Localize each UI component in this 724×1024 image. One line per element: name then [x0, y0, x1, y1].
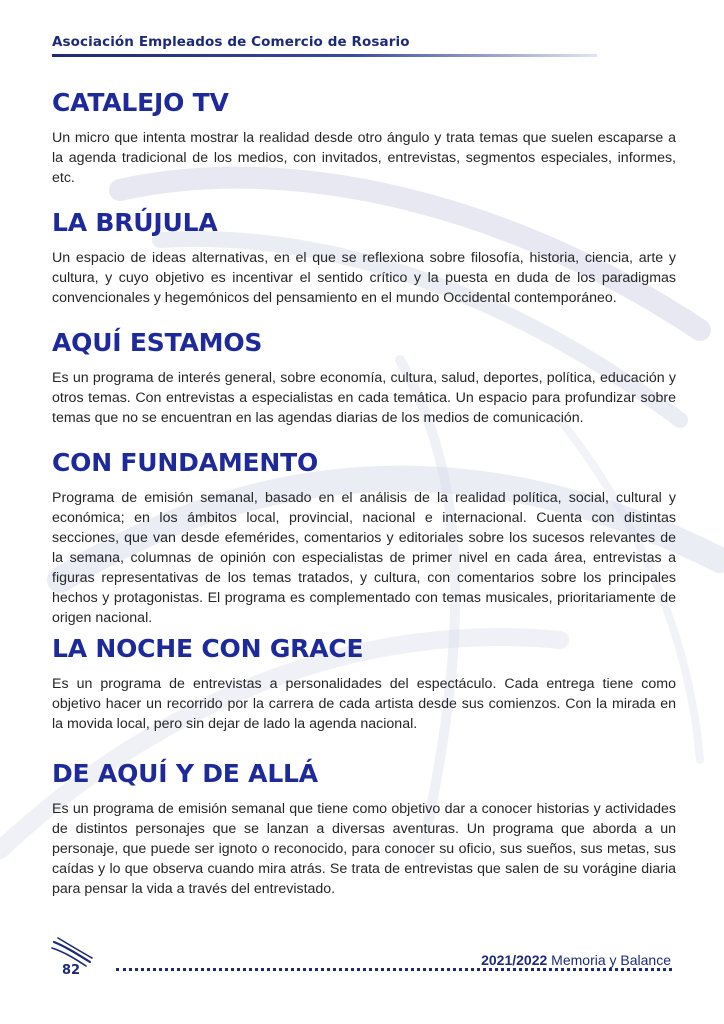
section-catalejo-tv — [52, 88, 676, 208]
page-header — [52, 34, 612, 57]
section-la-noche-con-grace — [52, 634, 676, 759]
section-con-fundamento — [52, 448, 676, 634]
footer-year: 2021/2022 — [481, 952, 548, 968]
header-rule — [52, 54, 597, 57]
section-title: AQUÍ ESTAMOS — [52, 328, 263, 357]
section-body: Un espacio de ideas alternativas, en el que se reflexiona sobre filosofía, historia, ciencia, arte y cultura, y cuyo objetivo es incentivar el sentido crítico y la puesta en duda de los paradigmas convencionales y hegemónicos del pensamiento en el mundo Occidental contemporáneo. — [52, 250, 676, 306]
section-body: Un micro que intenta mostrar la realidad desde otro ángulo y trata temas que suelen escaparse a la agenda tradicional de los medios, con invitados, entrevistas, segmentos especiales, informes, etc. — [52, 130, 676, 186]
section-title: CON FUNDAMENTO — [52, 448, 319, 477]
header-title: Asociación Empleados de Comercio de Rosario — [52, 34, 410, 50]
section-de-aqui-y-de-alla — [52, 759, 676, 899]
section-title: LA BRÚJULA — [52, 208, 218, 237]
footer-dotted-rule — [116, 968, 672, 971]
section-la-brujula — [52, 208, 676, 328]
page-footer — [0, 930, 724, 990]
section-body: Es un programa de emisión semanal que tiene como objetivo dar a conocer historias y actividades de distintos personajes que se lanzan a diversas aventuras. Un programa que aborda a un personaje, que puede ser ignoto o reconocido, para conocer su oficio, sus sueños, sus metas, sus caídas y lo que observa cuando mira atrás. Se trata de entrevistas que salen de su vorágine diaria para pensar la vida a través del entrevistado. — [52, 801, 676, 897]
section-title: DE AQUÍ Y DE ALLÁ — [52, 759, 318, 788]
section-title: CATALEJO TV — [52, 88, 229, 117]
section-aqui-estamos — [52, 328, 676, 448]
footer-title: Memoria y Balance — [551, 952, 671, 968]
page-number: 82 — [62, 963, 81, 978]
main-content — [52, 88, 676, 899]
footer-label — [481, 952, 671, 968]
section-body: Es un programa de interés general, sobre economía, cultura, salud, deportes, política, educación y otros temas. Con entrevistas a especialistas en cada temática. Un espacio para profundizar sobre temas que no se encuentran en las agendas diarias de los medios de comunicación. — [52, 370, 676, 426]
section-body: Es un programa de entrevistas a personalidades del espectáculo. Cada entrega tiene como objetivo hacer un recorrido por la carrera de cada artista desde sus comienzos. Con la mirada en la movida local, pero sin dejar de lado la agenda nacional. — [52, 676, 676, 732]
section-body: Programa de emisión semanal, basado en el análisis de la realidad política, social, cultural y económica; en los ámbitos local, provincial, nacional e internacional. Cuenta con distintas secciones, que van desde efemérides, comentarios y editoriales sobre los sucesos relevantes de la semana, columnas de opinión con especialistas de primer nivel en cada área, entrevistas a figuras representativas de los temas tratados, y cultura, con comentarios sobre los principales hechos y protagonistas. El programa es complementado con temas musicales, prioritariamente de origen nacional. — [52, 490, 676, 626]
section-title: LA NOCHE CON GRACE — [52, 634, 364, 663]
